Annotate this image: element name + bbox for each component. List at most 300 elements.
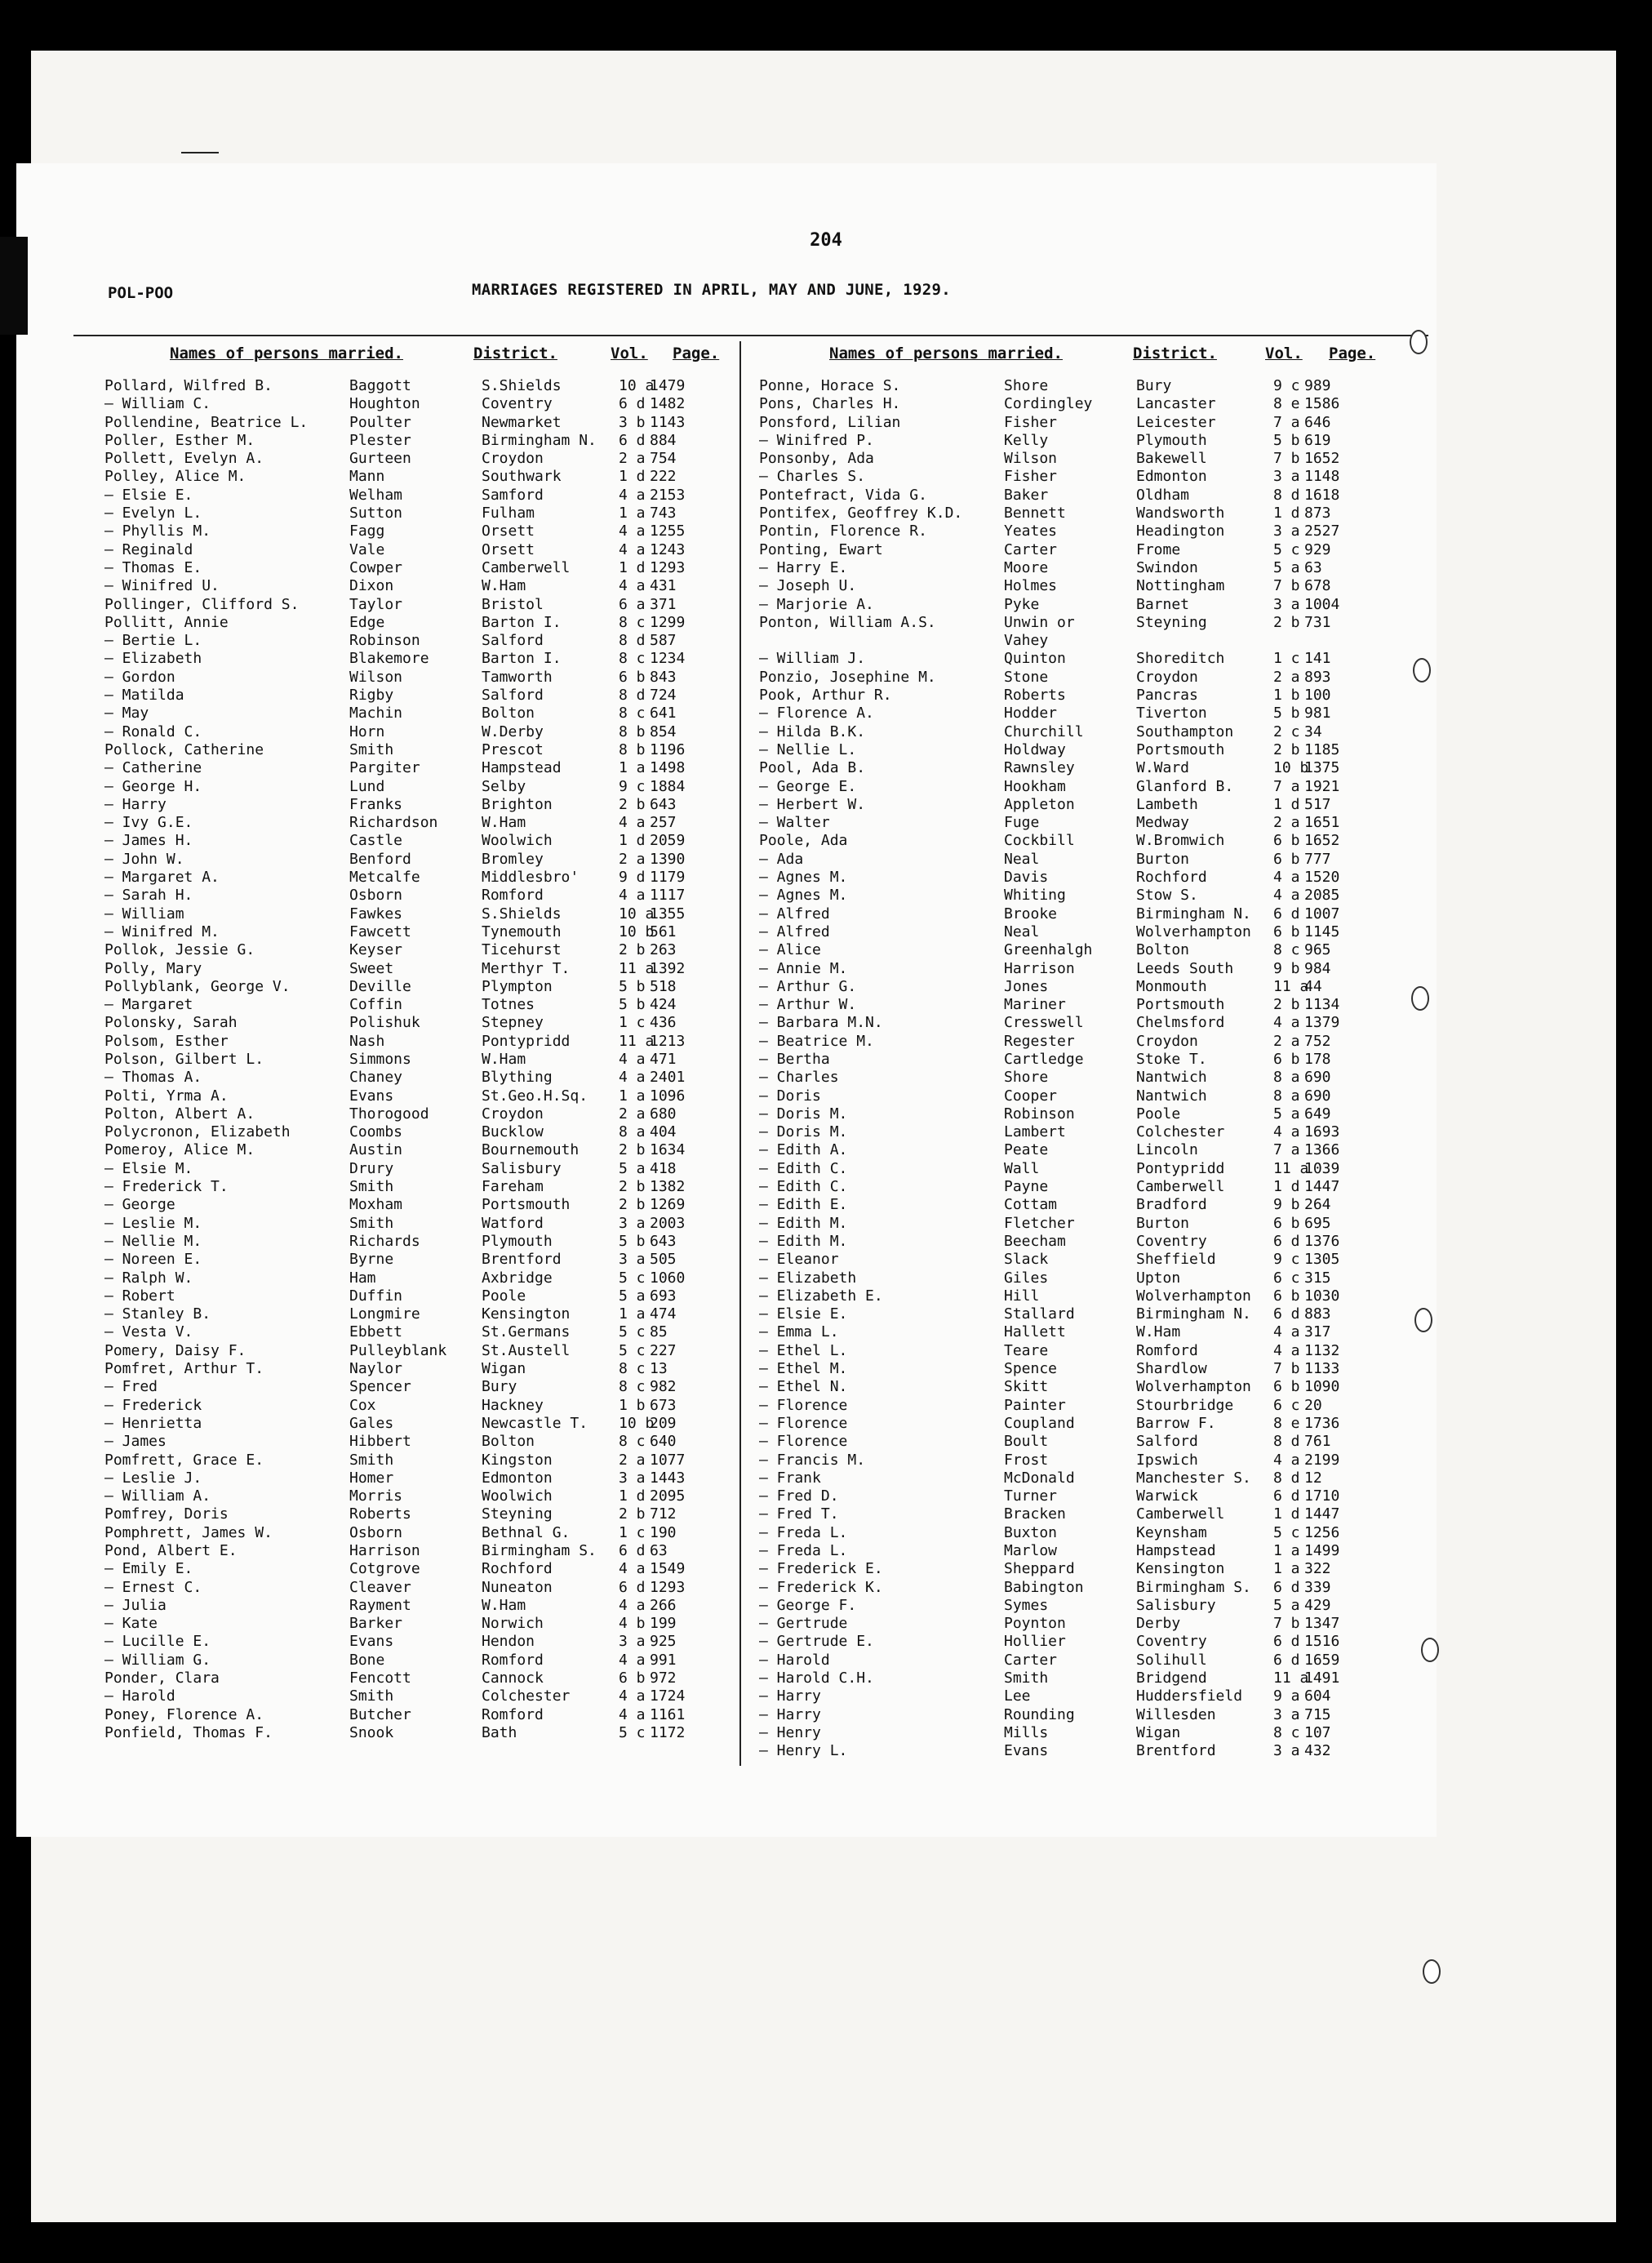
page-ref: 883 xyxy=(1304,1305,1331,1323)
entry-name: Ponsford, Lilian xyxy=(759,413,901,431)
district: Rochford xyxy=(482,1560,553,1578)
volume: 6 c xyxy=(1273,1396,1300,1414)
page-ref: 266 xyxy=(650,1596,677,1614)
entry-name: — Ethel L. xyxy=(759,1341,848,1359)
entry-name: — Margaret A. xyxy=(104,869,220,887)
page-ref: 418 xyxy=(650,1159,677,1177)
district: Southwark xyxy=(482,468,562,486)
spouse-surname: Holdway xyxy=(1004,740,1066,758)
spouse-surname: Quinton xyxy=(1004,650,1066,668)
page-ref: 640 xyxy=(650,1433,677,1451)
spouse-surname: Moore xyxy=(1004,558,1049,576)
volume: 6 d xyxy=(1273,1232,1300,1250)
punch-hole xyxy=(1413,658,1431,682)
spouse-surname: Hodder xyxy=(1004,705,1058,722)
page-ref: 1196 xyxy=(650,740,686,758)
spouse-surname: Snook xyxy=(349,1723,394,1741)
entry-name: — Eleanor xyxy=(759,1251,839,1269)
volume: 4 a xyxy=(619,1651,646,1669)
page-ref: 1884 xyxy=(650,777,686,795)
entry-name: — George F. xyxy=(759,1596,857,1614)
district: Shoreditch xyxy=(1136,650,1225,668)
entry-name: — Harry E. xyxy=(759,558,848,576)
district: Burton xyxy=(1136,850,1190,868)
volume: 4 a xyxy=(619,814,646,832)
spouse-surname: Thorogood xyxy=(349,1105,429,1123)
entry-name: Pollendine, Beatrice L. xyxy=(104,413,309,431)
spouse-surname: Fawcett xyxy=(349,923,411,940)
district: Leeds South xyxy=(1136,959,1234,977)
spouse-surname: Boult xyxy=(1004,1433,1049,1451)
entry-name: Polsom, Esther xyxy=(104,1032,229,1050)
page-ref: 752 xyxy=(1304,1032,1331,1050)
page-ref: 1039 xyxy=(1304,1159,1340,1177)
volume: 6 b xyxy=(619,668,646,686)
spouse-surname: Byrne xyxy=(349,1251,394,1269)
entry-name: — Marjorie A. xyxy=(759,595,874,613)
volume: 6 d xyxy=(1273,1651,1300,1669)
page-ref: 2059 xyxy=(650,832,686,850)
volume: 10 b xyxy=(1273,759,1309,777)
district: Barrow F. xyxy=(1136,1414,1216,1432)
district: Brentford xyxy=(1136,1742,1216,1760)
spouse-surname: Fawkes xyxy=(349,905,403,923)
spouse-surname: Payne xyxy=(1004,1178,1049,1196)
page-ref: 1234 xyxy=(650,650,686,668)
district: Bristol xyxy=(482,595,544,613)
spouse-surname: Wall xyxy=(1004,1159,1040,1177)
volume: 11 a xyxy=(619,1032,655,1050)
page-ref: 984 xyxy=(1304,959,1331,977)
spouse-surname: Rawnsley xyxy=(1004,759,1075,777)
volume: 4 a xyxy=(619,540,646,558)
district: Bury xyxy=(482,1378,517,1396)
entry-name: — Nellie L. xyxy=(759,740,857,758)
district: Camberwell xyxy=(1136,1505,1225,1523)
spouse-surname: Neal xyxy=(1004,923,1040,940)
spouse-surname: Hallett xyxy=(1004,1323,1066,1341)
volume: 2 c xyxy=(1273,722,1300,740)
volume: 9 d xyxy=(619,869,646,887)
entry-name: — Hilda B.K. xyxy=(759,722,866,740)
entry-name: Ponzio, Josephine M. xyxy=(759,668,936,686)
page-ref: 1366 xyxy=(1304,1141,1340,1159)
punch-hole xyxy=(1423,1959,1441,1984)
district: Bridgend xyxy=(1136,1669,1207,1687)
spouse-surname: Taylor xyxy=(349,595,403,613)
entry-name: Pollyblank, George V. xyxy=(104,977,291,995)
district: Colchester xyxy=(482,1687,571,1705)
page-ref: 1004 xyxy=(1304,595,1340,613)
page-ref: 1520 xyxy=(1304,869,1340,887)
volume: 2 a xyxy=(1273,814,1300,832)
page-ref: 474 xyxy=(650,1305,677,1323)
entry-name: — Ernest C. xyxy=(104,1578,202,1596)
entry-name: Ponton, William A.S. xyxy=(759,613,936,631)
district: Derby xyxy=(1136,1615,1181,1633)
volume: 6 b xyxy=(1273,832,1300,850)
volume: 5 c xyxy=(619,1341,646,1359)
district: Cannock xyxy=(482,1669,544,1687)
volume: 8 a xyxy=(1273,1087,1300,1105)
page-ref: 925 xyxy=(650,1633,677,1651)
volume: 7 a xyxy=(1273,777,1300,795)
entry-name: — Stanley B. xyxy=(104,1305,211,1323)
district: W.Ward xyxy=(1136,759,1190,777)
volume: 3 b xyxy=(619,413,646,431)
spouse-surname: Naylor xyxy=(349,1360,403,1378)
district: W.Ham xyxy=(482,814,526,832)
entry-name: Polton, Albert A. xyxy=(104,1105,255,1123)
page-ref: 178 xyxy=(1304,1050,1331,1068)
entry-name: — Ralph W. xyxy=(104,1269,193,1287)
entry-name: — Joseph U. xyxy=(759,577,857,595)
entry-name: — Florence xyxy=(759,1396,848,1414)
spouse-surname: Smith xyxy=(349,1214,394,1232)
volume: 4 a xyxy=(619,1687,646,1705)
district: Pontypridd xyxy=(1136,1159,1225,1177)
entry-name: Pomfret, Arthur T. xyxy=(104,1360,264,1378)
entry-name: — Beatrice M. xyxy=(759,1032,874,1050)
volume: 3 a xyxy=(619,1214,646,1232)
spouse-surname: Teare xyxy=(1004,1341,1049,1359)
entry-name: — Harold xyxy=(104,1687,175,1705)
volume: 2 a xyxy=(1273,1032,1300,1050)
volume: 4 a xyxy=(1273,1123,1300,1141)
spouse-surname: Sutton xyxy=(349,505,403,522)
entry-name: Pollard, Wilfred B. xyxy=(104,377,273,394)
entry-name: — Frank xyxy=(759,1469,821,1487)
district: Burton xyxy=(1136,1214,1190,1232)
entry-name: — Ronald C. xyxy=(104,722,202,740)
entry-name: — Barbara M.N. xyxy=(759,1014,883,1032)
page-ref: 315 xyxy=(1304,1269,1331,1287)
spouse-surname: McDonald xyxy=(1004,1469,1075,1487)
volume: 8 a xyxy=(1273,1069,1300,1087)
district: Nottingham xyxy=(1136,577,1225,595)
volume: 1 a xyxy=(619,1305,646,1323)
page-ref: 1652 xyxy=(1304,450,1340,468)
volume: 5 c xyxy=(619,1723,646,1741)
page-ref: 1293 xyxy=(650,1578,686,1596)
spouse-surname: Cartledge xyxy=(1004,1050,1084,1068)
volume: 2 b xyxy=(1273,613,1300,631)
entry-name: — Alice xyxy=(759,941,821,959)
entry-name: — Florence xyxy=(759,1414,848,1432)
entry-name: — Elizabeth xyxy=(759,1269,857,1287)
page-ref: 1447 xyxy=(1304,1505,1340,1523)
page-ref: 317 xyxy=(1304,1323,1331,1341)
page-ref: 843 xyxy=(650,668,677,686)
entry-name: Pomfrey, Doris xyxy=(104,1505,229,1523)
spouse-surname: Fuge xyxy=(1004,814,1040,832)
entry-name: — Alfred xyxy=(759,905,830,923)
spouse-surname: Morris xyxy=(349,1487,403,1505)
volume: 11 a xyxy=(619,959,655,977)
entry-name: — Emily E. xyxy=(104,1560,193,1578)
page-ref: 641 xyxy=(650,705,677,722)
district: Romford xyxy=(482,887,544,905)
volume: 10 b xyxy=(619,923,655,940)
entry-name: — James H. xyxy=(104,832,193,850)
volume: 6 d xyxy=(619,1578,646,1596)
district: Hampstead xyxy=(1136,1542,1216,1559)
district: Plymouth xyxy=(1136,431,1207,449)
volume: 8 c xyxy=(619,705,646,722)
page-ref: 1132 xyxy=(1304,1341,1340,1359)
district: Tiverton xyxy=(1136,705,1207,722)
entry-name: Pomery, Daisy F. xyxy=(104,1341,246,1359)
spouse-surname: Mills xyxy=(1004,1723,1049,1741)
spouse-surname: Ebbett xyxy=(349,1323,403,1341)
entry-name: — Margaret xyxy=(104,996,193,1014)
volume: 4 a xyxy=(619,1069,646,1087)
page-ref: 981 xyxy=(1304,705,1331,722)
volume: 10 b xyxy=(619,1414,655,1432)
district: Warwick xyxy=(1136,1487,1198,1505)
page-ref: 2199 xyxy=(1304,1451,1340,1469)
page-ref: 929 xyxy=(1304,540,1331,558)
spouse-surname: Gales xyxy=(349,1414,394,1432)
volume: 2 a xyxy=(1273,668,1300,686)
district: Barnet xyxy=(1136,595,1190,613)
entry-name: — Agnes M. xyxy=(759,869,848,887)
spouse-surname: Carter xyxy=(1004,540,1058,558)
page-ref: 2401 xyxy=(650,1069,686,1087)
page-ref: 1179 xyxy=(650,869,686,887)
district: Watford xyxy=(482,1214,544,1232)
entry-name: Pontefract, Vida G. xyxy=(759,486,927,504)
page-ref: 646 xyxy=(1304,413,1331,431)
page-ref: 893 xyxy=(1304,668,1331,686)
page-ref: 2527 xyxy=(1304,522,1340,540)
volume: 5 b xyxy=(619,1232,646,1250)
volume: 1 d xyxy=(1273,1178,1300,1196)
column-divider xyxy=(739,341,741,1766)
entry-name: — Alfred xyxy=(759,923,830,940)
spouse-surname: Greenhalgh xyxy=(1004,941,1093,959)
entry-name: — Henry L. xyxy=(759,1742,848,1760)
page-ref: 190 xyxy=(650,1523,677,1541)
district: Croydon xyxy=(1136,668,1198,686)
entry-name: Pomeroy, Alice M. xyxy=(104,1141,255,1159)
page-ref: 471 xyxy=(650,1050,677,1068)
spouse-surname: Pyke xyxy=(1004,595,1040,613)
district: Nantwich xyxy=(1136,1087,1207,1105)
volume: 8 c xyxy=(619,613,646,631)
page-number: 204 xyxy=(810,230,842,251)
district-header: District. xyxy=(1133,345,1217,362)
district: Romford xyxy=(1136,1341,1198,1359)
page-ref: 1077 xyxy=(650,1451,686,1469)
volume: 5 c xyxy=(1273,540,1300,558)
volume: 8 c xyxy=(1273,1723,1300,1741)
entry-name: — Florence A. xyxy=(759,705,874,722)
district: Bath xyxy=(482,1723,517,1741)
volume: 5 c xyxy=(619,1269,646,1287)
spouse-surname: Mariner xyxy=(1004,996,1066,1014)
page-ref: 209 xyxy=(650,1414,677,1432)
volume: 6 b xyxy=(1273,850,1300,868)
page-ref: 1145 xyxy=(1304,923,1340,940)
volume: 1 d xyxy=(619,468,646,486)
spouse-surname: Duffin xyxy=(349,1287,403,1305)
page-ref: 561 xyxy=(650,923,677,940)
spouse-surname: Cox xyxy=(349,1396,376,1414)
spouse-surname: Evans xyxy=(349,1633,394,1651)
volume: 3 a xyxy=(1273,595,1300,613)
entry-name: — Florence xyxy=(759,1433,848,1451)
spouse-surname: Slack xyxy=(1004,1251,1049,1269)
page-ref: 1659 xyxy=(1304,1651,1340,1669)
spouse-surname: Rayment xyxy=(349,1596,411,1614)
spouse-surname: Kelly xyxy=(1004,431,1049,449)
entry-name: — George xyxy=(104,1196,175,1214)
page-ref: 12 xyxy=(1304,1469,1322,1487)
entry-name: — Harry xyxy=(759,1705,821,1723)
volume: 9 c xyxy=(1273,1251,1300,1269)
page-ref: 673 xyxy=(650,1396,677,1414)
volume: 8 e xyxy=(1273,395,1300,413)
spouse-surname: Polishuk xyxy=(349,1014,420,1032)
entry-name: — Fred T. xyxy=(759,1505,839,1523)
entry-name: — Vesta V. xyxy=(104,1323,193,1341)
spouse-surname: Evans xyxy=(349,1087,394,1105)
spouse-surname: Cordingley xyxy=(1004,395,1093,413)
entry-name: Pontifex, Geoffrey K.D. xyxy=(759,505,963,522)
district: Keynsham xyxy=(1136,1523,1207,1541)
page-ref: 432 xyxy=(1304,1742,1331,1760)
entry-name: — Sarah H. xyxy=(104,887,193,905)
entry-name: — William J. xyxy=(759,650,866,668)
entry-name: — Frederick T. xyxy=(104,1178,229,1196)
volume: 2 a xyxy=(619,1105,646,1123)
district: Lincoln xyxy=(1136,1141,1198,1159)
district: Hampstead xyxy=(482,759,562,777)
spouse-surname: Homer xyxy=(349,1469,394,1487)
spouse-surname: Peate xyxy=(1004,1141,1049,1159)
entry-name: Poller, Esther M. xyxy=(104,431,255,449)
entry-name: — Gordon xyxy=(104,668,175,686)
page-ref: 1390 xyxy=(650,850,686,868)
entry-name: — Annie M. xyxy=(759,959,848,977)
page-ref: 1491 xyxy=(1304,1669,1340,1687)
volume: 4 a xyxy=(1273,887,1300,905)
volume: 6 b xyxy=(1273,1050,1300,1068)
page-ref: 693 xyxy=(650,1287,677,1305)
volume: 1 a xyxy=(619,1087,646,1105)
spouse-surname: Lambert xyxy=(1004,1123,1066,1141)
spouse-surname: Drury xyxy=(349,1159,394,1177)
volume: 4 a xyxy=(1273,1323,1300,1341)
entry-name: — Herbert W. xyxy=(759,795,866,813)
page-ref: 1096 xyxy=(650,1087,686,1105)
volume: 1 c xyxy=(619,1014,646,1032)
spouse-surname: Simmons xyxy=(349,1050,411,1068)
entry-name: — William xyxy=(104,905,184,923)
district: Salford xyxy=(1136,1433,1198,1451)
entry-name: — Harry xyxy=(759,1687,821,1705)
entry-name: Pons, Charles H. xyxy=(759,395,901,413)
district: Coventry xyxy=(1136,1633,1207,1651)
spouse-surname: Coupland xyxy=(1004,1414,1075,1432)
page-ref: 1479 xyxy=(650,377,686,394)
volume: 2 b xyxy=(1273,740,1300,758)
volume: 8 b xyxy=(619,722,646,740)
spouse-surname: Fencott xyxy=(349,1669,411,1687)
entry-name: Polson, Gilbert L. xyxy=(104,1050,264,1068)
district: Bury xyxy=(1136,377,1172,394)
page-ref: 2153 xyxy=(650,486,686,504)
page-ref: 965 xyxy=(1304,941,1331,959)
district: Bakewell xyxy=(1136,450,1207,468)
volume: 8 c xyxy=(619,1378,646,1396)
volume: 4 a xyxy=(619,1050,646,1068)
spouse-surname: Coombs xyxy=(349,1123,403,1141)
page-ref: 371 xyxy=(650,595,677,613)
page-ref: 1293 xyxy=(650,558,686,576)
district: Birmingham N. xyxy=(482,431,597,449)
spouse-surname: Davis xyxy=(1004,869,1049,887)
district: Barton I. xyxy=(482,613,562,631)
district: Birmingham N. xyxy=(1136,1305,1251,1323)
spouse-surname: Babington xyxy=(1004,1578,1084,1596)
volume: 8 c xyxy=(619,1433,646,1451)
volume: 2 b xyxy=(619,795,646,813)
spouse-surname: Shore xyxy=(1004,377,1049,394)
volume: 9 b xyxy=(1273,1196,1300,1214)
entry-name: Polly, Mary xyxy=(104,959,202,977)
volume: 6 a xyxy=(619,595,646,613)
page-ref: 141 xyxy=(1304,650,1331,668)
spouse-surname: Cleaver xyxy=(349,1578,411,1596)
page-ref: 1255 xyxy=(650,522,686,540)
district: Oldham xyxy=(1136,486,1190,504)
volume: 7 b xyxy=(1273,1360,1300,1378)
page-ref: 1376 xyxy=(1304,1232,1340,1250)
district: Plymouth xyxy=(482,1232,553,1250)
page-ref: 1185 xyxy=(1304,740,1340,758)
spouse-surname: Churchill xyxy=(1004,722,1084,740)
district: Coventry xyxy=(1136,1232,1207,1250)
volume: 7 b xyxy=(1273,577,1300,595)
volume: 3 a xyxy=(619,1251,646,1269)
spouse-surname: Vale xyxy=(349,540,385,558)
volume: 1 d xyxy=(619,832,646,850)
entry-name: Polley, Alice M. xyxy=(104,468,246,486)
entry-name: — Leslie J. xyxy=(104,1469,202,1487)
spouse-surname: Lund xyxy=(349,777,385,795)
spouse-surname: Cotgrove xyxy=(349,1560,420,1578)
entry-name: — Frederick xyxy=(104,1396,202,1414)
spouse-surname: Butcher xyxy=(349,1705,411,1723)
entry-name: — Winifred U. xyxy=(104,577,220,595)
district: Upton xyxy=(1136,1269,1181,1287)
spouse-surname: Cooper xyxy=(1004,1087,1058,1105)
entry-name: — Edith M. xyxy=(759,1232,848,1250)
district: Edmonton xyxy=(482,1469,553,1487)
page-ref: 619 xyxy=(1304,431,1331,449)
page-ref: 587 xyxy=(650,632,677,650)
entry-name: Ponting, Ewart xyxy=(759,540,883,558)
entry-name: — Edith C. xyxy=(759,1159,848,1177)
entry-name: Pollok, Jessie G. xyxy=(104,941,255,959)
volume: 1 d xyxy=(1273,1505,1300,1523)
page-header: Page. xyxy=(1329,345,1376,362)
volume: 6 d xyxy=(619,431,646,449)
page-ref: 712 xyxy=(650,1505,677,1523)
volume: 2 a xyxy=(619,450,646,468)
